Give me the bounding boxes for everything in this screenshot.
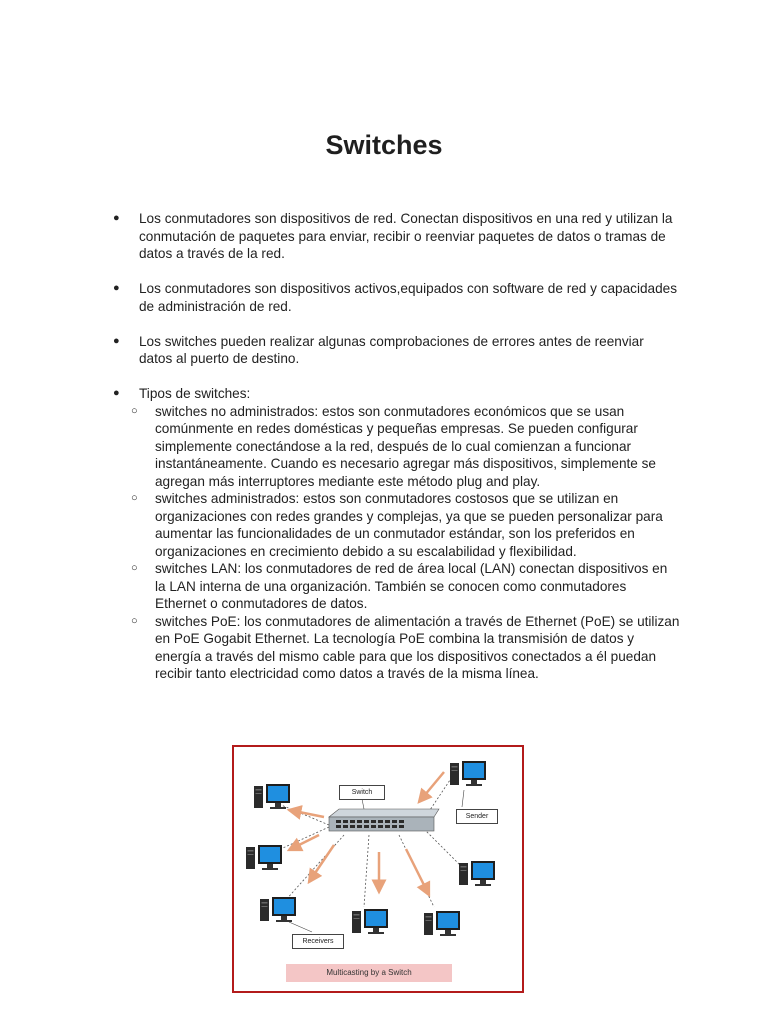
bullet-item: ● Los conmutadores son dispositivos de red. Conectan dispositivos en una red y utilizan la conmutación de paquetes para enviar, recibir o reenviar paquetes de datos o tramas de datos a través de la red. — [110, 210, 680, 263]
types-list — [110, 403, 680, 683]
bullet-item: ● Los conmutadores son dispositivos activos,equipados con software de red y capacidades de administración de red. — [110, 280, 680, 315]
types-heading: Tipos de switches: — [139, 386, 251, 401]
bullet-item: ● Los switches pueden realizar algunas comprobaciones de errores antes de reenviar datos al puerto de destino. — [110, 333, 680, 368]
bullet-list — [110, 210, 680, 683]
sender-pc-icon — [450, 761, 486, 786]
pc-icon — [352, 909, 388, 934]
pc-icon — [424, 911, 460, 936]
bullet-item-types — [110, 385, 680, 683]
type-item-lan: ○ switches LAN: los conmutadores de red de área local (LAN) conectan dispositivos en la LAN interna de una organización. También se conocen como conmutadores Ethernet o conmutadores de datos. — [110, 560, 680, 613]
switch-device — [329, 809, 439, 831]
network-diagram-figure — [232, 745, 524, 993]
pc-icon — [260, 897, 296, 922]
receivers-label: Receivers — [292, 934, 344, 949]
page-title: Switches — [325, 130, 443, 160]
type-item-poe: ○ switches PoE: los conmutadores de alimentación a través de Ethernet (PoE) se utilizan en PoE Gogabit Ethernet. La tecnología PoE combina la transmisión de datos y energía a través del mismo cable para que los dispositivos conectados a él puedan recibir tanto electricidad como datos a través de la misma línea. — [110, 613, 680, 683]
type-item-unmanaged: ○ switches no administrados: estos son conmutadores económicos que se usan comúnmente en redes domésticas y pequeñas empresas. Se pueden configurar simplemente conectándose a la red, después de lo cual comienzan a funcionar instantáneamente. Cuando es necesario agregar más dispositivos, simplemente se agregan más interruptores mediante este método plug and play. — [110, 403, 680, 491]
figure-caption: Multicasting by a Switch — [286, 964, 452, 982]
network-diagram — [234, 747, 522, 991]
pc-icon — [254, 784, 290, 809]
type-item-managed: ○ switches administrados: estos son conmutadores costosos que se utilizan en organizaciones con redes grandes y complejas, ya que se pueden personalizar para aumentar las funcionalidades de un conmutador estándar, son los preferidos en organizaciones en crecimiento debido a su escalabilidad y flexibilidad. — [110, 490, 680, 560]
sender-label: Sender — [456, 809, 498, 824]
switch-label: Switch — [339, 785, 385, 800]
document-body — [110, 210, 680, 683]
pc-icon — [246, 845, 282, 870]
pc-icon — [459, 861, 495, 886]
